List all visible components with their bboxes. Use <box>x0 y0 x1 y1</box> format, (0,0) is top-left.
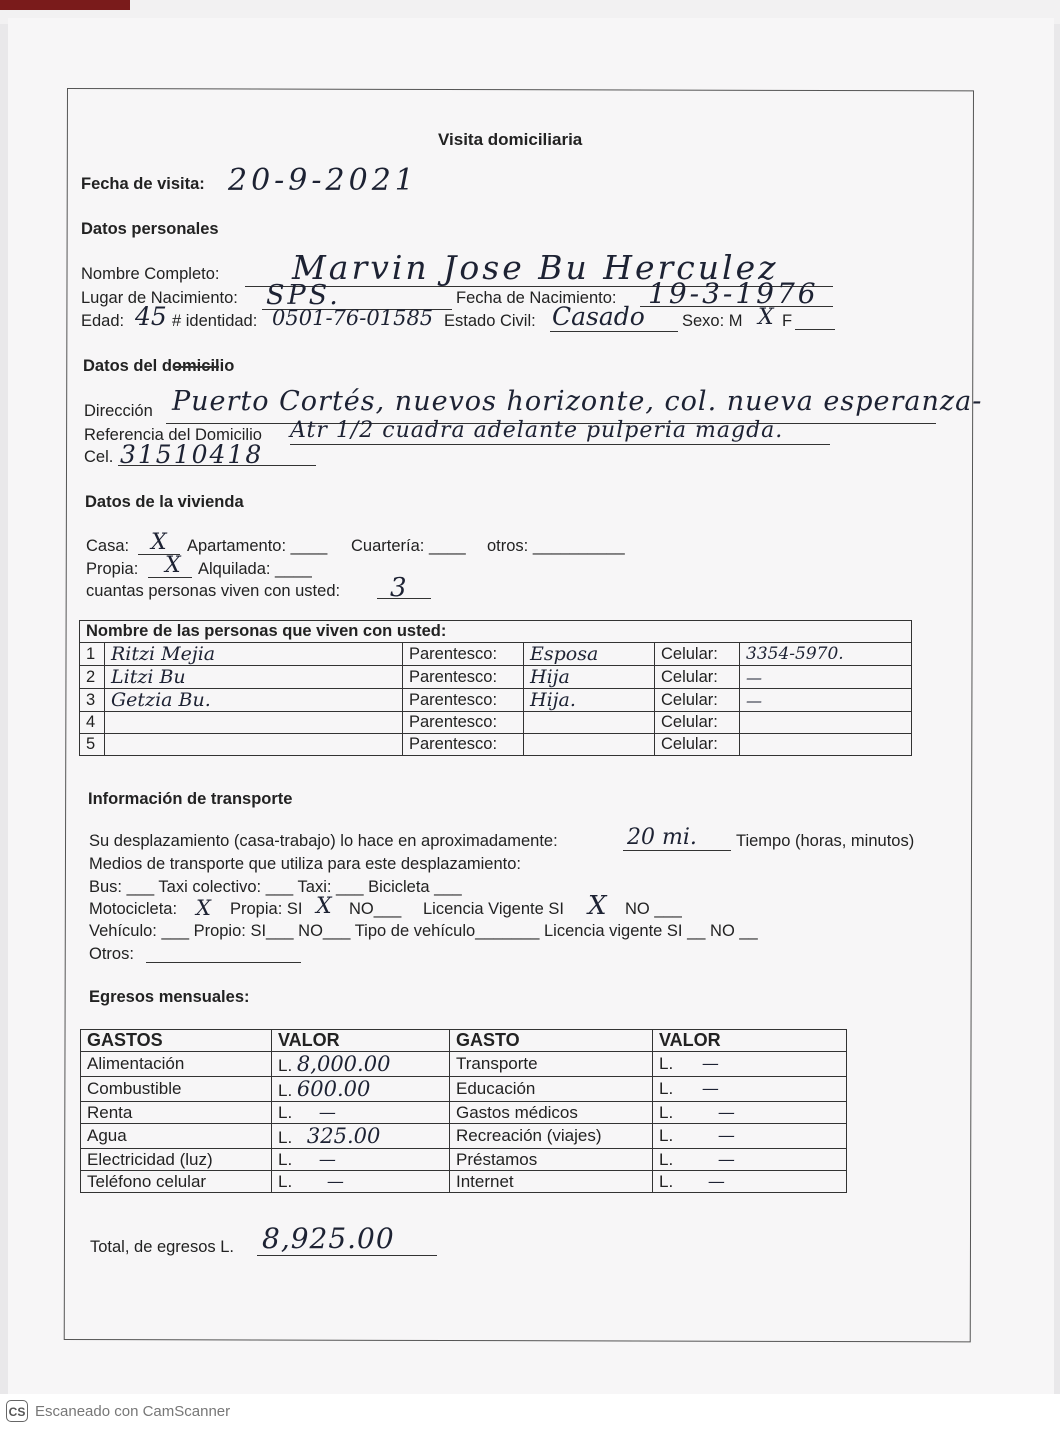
birthdate-value: 19-3-1976 <box>648 277 819 310</box>
expense-name: Transporte <box>450 1052 653 1077</box>
casa-label: Casa: <box>86 537 130 555</box>
moto-label: Motocicleta: <box>89 900 178 918</box>
sex-mark: X <box>758 305 774 330</box>
visit-date-value: 20-9-2021 <box>228 163 418 198</box>
table-row <box>81 1124 847 1149</box>
expenses-heading: Egresos mensuales: <box>89 988 250 1006</box>
form-title: Visita domiciliaria <box>438 130 583 149</box>
expense-name: Electricidad (luz) <box>81 1149 272 1171</box>
commute-unit: Tiempo (horas, minutos) <box>736 832 915 850</box>
table-row <box>80 643 912 666</box>
commute-value: 20 mi. <box>627 825 697 850</box>
expense-name: Préstamos <box>450 1149 653 1171</box>
civil-line <box>550 331 678 332</box>
currency-label: L. <box>659 1171 674 1191</box>
alquilada-label: Alquilada: ____ <box>198 560 312 578</box>
birthplace-label: Lugar de Nacimiento: <box>81 289 238 307</box>
table-row <box>80 734 912 756</box>
moto-no-label: NO___ <box>349 900 402 918</box>
bus-taxi-line: Bus: ___ Taxi colectivo: ___ Taxi: ___ Bicicleta ___ <box>89 878 462 896</box>
currency-label: L. <box>659 1079 674 1098</box>
expense-name: Teléfono celular <box>81 1171 272 1193</box>
relation-value <box>524 712 655 734</box>
housing-heading: Datos de la vivienda <box>85 493 244 511</box>
expense-value: — <box>701 1079 719 1099</box>
sex-f-line <box>795 329 835 330</box>
table-row <box>81 1102 847 1124</box>
cuarteria-label: Cuartería: ____ <box>351 537 466 555</box>
currency-label: L. <box>278 1102 293 1122</box>
id-label: # identidad: <box>172 312 258 330</box>
address-label: Dirección <box>84 402 153 420</box>
table-row <box>80 712 912 734</box>
person-name <box>105 712 403 734</box>
expense-value: — <box>318 1102 336 1123</box>
expense-value: — <box>717 1102 735 1123</box>
phone-value <box>740 712 912 734</box>
person-name: Litzi Bu <box>105 666 403 689</box>
row-number: 1 <box>80 643 105 666</box>
moto-license-label: Licencia Vigente SI <box>423 900 564 918</box>
personal-heading: Datos personales <box>81 220 219 238</box>
currency-label: L. <box>278 1128 293 1147</box>
phone-value: — <box>740 689 912 712</box>
birthplace-value: SPS. <box>266 280 341 311</box>
col-gasto: GASTO <box>450 1030 653 1052</box>
apartment-label: Apartamento: ____ <box>187 537 328 555</box>
row-number: 5 <box>80 734 105 756</box>
celular-label: Celular: <box>655 643 740 666</box>
birthdate-label: Fecha de Nacimiento: <box>456 289 617 307</box>
transport-heading: Información de transporte <box>88 790 293 808</box>
moto-license-mark: X <box>588 891 607 921</box>
col-valor: VALOR <box>272 1030 450 1052</box>
expense-value: — <box>707 1171 725 1192</box>
expense-value: 325.00 <box>306 1124 381 1148</box>
expense-name: Gastos médicos <box>450 1102 653 1124</box>
people-count-value: 3 <box>390 573 407 603</box>
cel-label: Cel. <box>84 448 114 466</box>
expense-value: — <box>318 1149 336 1170</box>
commute-line <box>623 850 731 851</box>
sex-f-label: F <box>782 312 793 330</box>
people-count-label: cuantas personas viven con usted: <box>86 582 341 600</box>
total-label: Total, de egresos L. <box>90 1238 235 1256</box>
strike-mark <box>173 366 219 368</box>
propia-mark: X <box>165 553 181 578</box>
expense-value: — <box>326 1171 344 1192</box>
commute-label: Su desplazamiento (casa-trabajo) lo hace en aproximadamente: <box>89 832 558 850</box>
household-table <box>79 620 912 756</box>
casa-mark: X <box>151 530 167 555</box>
age-label: Edad: <box>81 312 125 330</box>
total-value: 8,925.00 <box>262 1222 395 1255</box>
reference-line <box>290 444 830 445</box>
celular-label: Celular: <box>655 689 740 712</box>
reference-label: Referencia del Domicilio <box>84 426 262 444</box>
address-value: Puerto Cortés, nuevos horizonte, col. nueva esperanza- <box>172 386 983 417</box>
row-number: 2 <box>80 666 105 689</box>
currency-label: L. <box>659 1102 674 1122</box>
moto-propia-label: Propia: SI <box>230 900 303 918</box>
table-row <box>80 689 912 712</box>
civil-value: Casado <box>552 302 645 331</box>
expense-name: Combustible <box>81 1077 272 1102</box>
parentesco-label: Parentesco: <box>403 734 524 756</box>
expense-name: Internet <box>450 1171 653 1193</box>
expense-value: 8,000.00 <box>296 1052 391 1076</box>
row-number: 3 <box>80 689 105 712</box>
currency-label: L. <box>278 1081 293 1100</box>
celular-label: Celular: <box>655 666 740 689</box>
table-row <box>81 1052 847 1077</box>
table-row <box>81 1077 847 1102</box>
sex-label: Sexo: M <box>682 312 743 330</box>
camscanner-logo: CS <box>6 1400 28 1422</box>
person-name <box>105 734 403 756</box>
relation-value: Hija <box>524 666 655 689</box>
expense-value: — <box>701 1054 719 1074</box>
currency-label: L. <box>278 1149 293 1169</box>
col-gastos: GASTOS <box>81 1030 272 1052</box>
currency-label: L. <box>278 1171 293 1191</box>
currency-label: L. <box>659 1149 674 1169</box>
currency-label: L. <box>659 1126 674 1145</box>
parentesco-label: Parentesco: <box>403 666 524 689</box>
moto-mark: X <box>196 896 211 920</box>
visit-date-label: Fecha de visita: <box>81 175 205 193</box>
expenses-table <box>80 1029 847 1193</box>
col-valor-2: VALOR <box>653 1030 847 1052</box>
total-line <box>257 1255 437 1256</box>
celular-label: Celular: <box>655 712 740 734</box>
expense-name: Agua <box>81 1124 272 1149</box>
celular-label: Celular: <box>655 734 740 756</box>
person-name: Ritzi Mejia <box>105 643 403 666</box>
others-label: Otros: <box>89 945 134 963</box>
parentesco-label: Parentesco: <box>403 712 524 734</box>
phone-value <box>740 734 912 756</box>
relation-value: Esposa <box>524 643 655 666</box>
expense-value: — <box>717 1149 735 1170</box>
otros-label: otros: __________ <box>487 537 625 555</box>
table-row <box>81 1149 847 1171</box>
relation-value: Hija. <box>524 689 655 712</box>
currency-label: L. <box>659 1054 674 1073</box>
phone-value: — <box>740 666 912 689</box>
table-row <box>80 666 912 689</box>
camscanner-watermark: Escaneado con CamScanner <box>35 1403 231 1420</box>
age-value: 45 <box>135 302 167 331</box>
scan-edge-mark <box>0 0 130 10</box>
relation-value <box>524 734 655 756</box>
expense-value: — <box>717 1126 735 1146</box>
expense-name: Educación <box>450 1077 653 1102</box>
row-number: 4 <box>80 712 105 734</box>
currency-label: L. <box>278 1056 293 1075</box>
household-header: Nombre de las personas que viven con usted: <box>80 621 912 643</box>
reference-value: Atr 1/2 cuadra adelante pulperia magda. <box>290 418 784 443</box>
person-name: Getzia Bu. <box>105 689 403 712</box>
moto-license-no: NO ___ <box>625 900 682 918</box>
home-heading: Datos del domicilio <box>83 357 235 375</box>
name-value: Marvin Jose Bu Herculez <box>292 248 779 287</box>
expense-name: Renta <box>81 1102 272 1124</box>
parentesco-label: Parentesco: <box>403 689 524 712</box>
expense-name: Alimentación <box>81 1052 272 1077</box>
propia-label: Propia: <box>86 560 139 578</box>
expense-value: 600.00 <box>296 1077 371 1101</box>
moto-propia-mark: X <box>316 894 332 919</box>
cel-value: 31510418 <box>120 440 264 469</box>
civil-label: Estado Civil: <box>444 312 536 330</box>
expense-name: Recreación (viajes) <box>450 1124 653 1149</box>
name-label: Nombre Completo: <box>81 265 220 283</box>
phone-value: 3354-5970. <box>740 643 912 666</box>
id-value: 0501-76-01585 <box>272 306 434 330</box>
vehicle-line: Vehículo: ___ Propio: SI___ NO___ Tipo de vehículo_______ Licencia vigente SI __ NO __ <box>89 922 758 940</box>
table-row <box>81 1171 847 1193</box>
means-label: Medios de transporte que utiliza para este desplazamiento: <box>89 855 522 873</box>
parentesco-label: Parentesco: <box>403 643 524 666</box>
others-line <box>146 962 301 963</box>
